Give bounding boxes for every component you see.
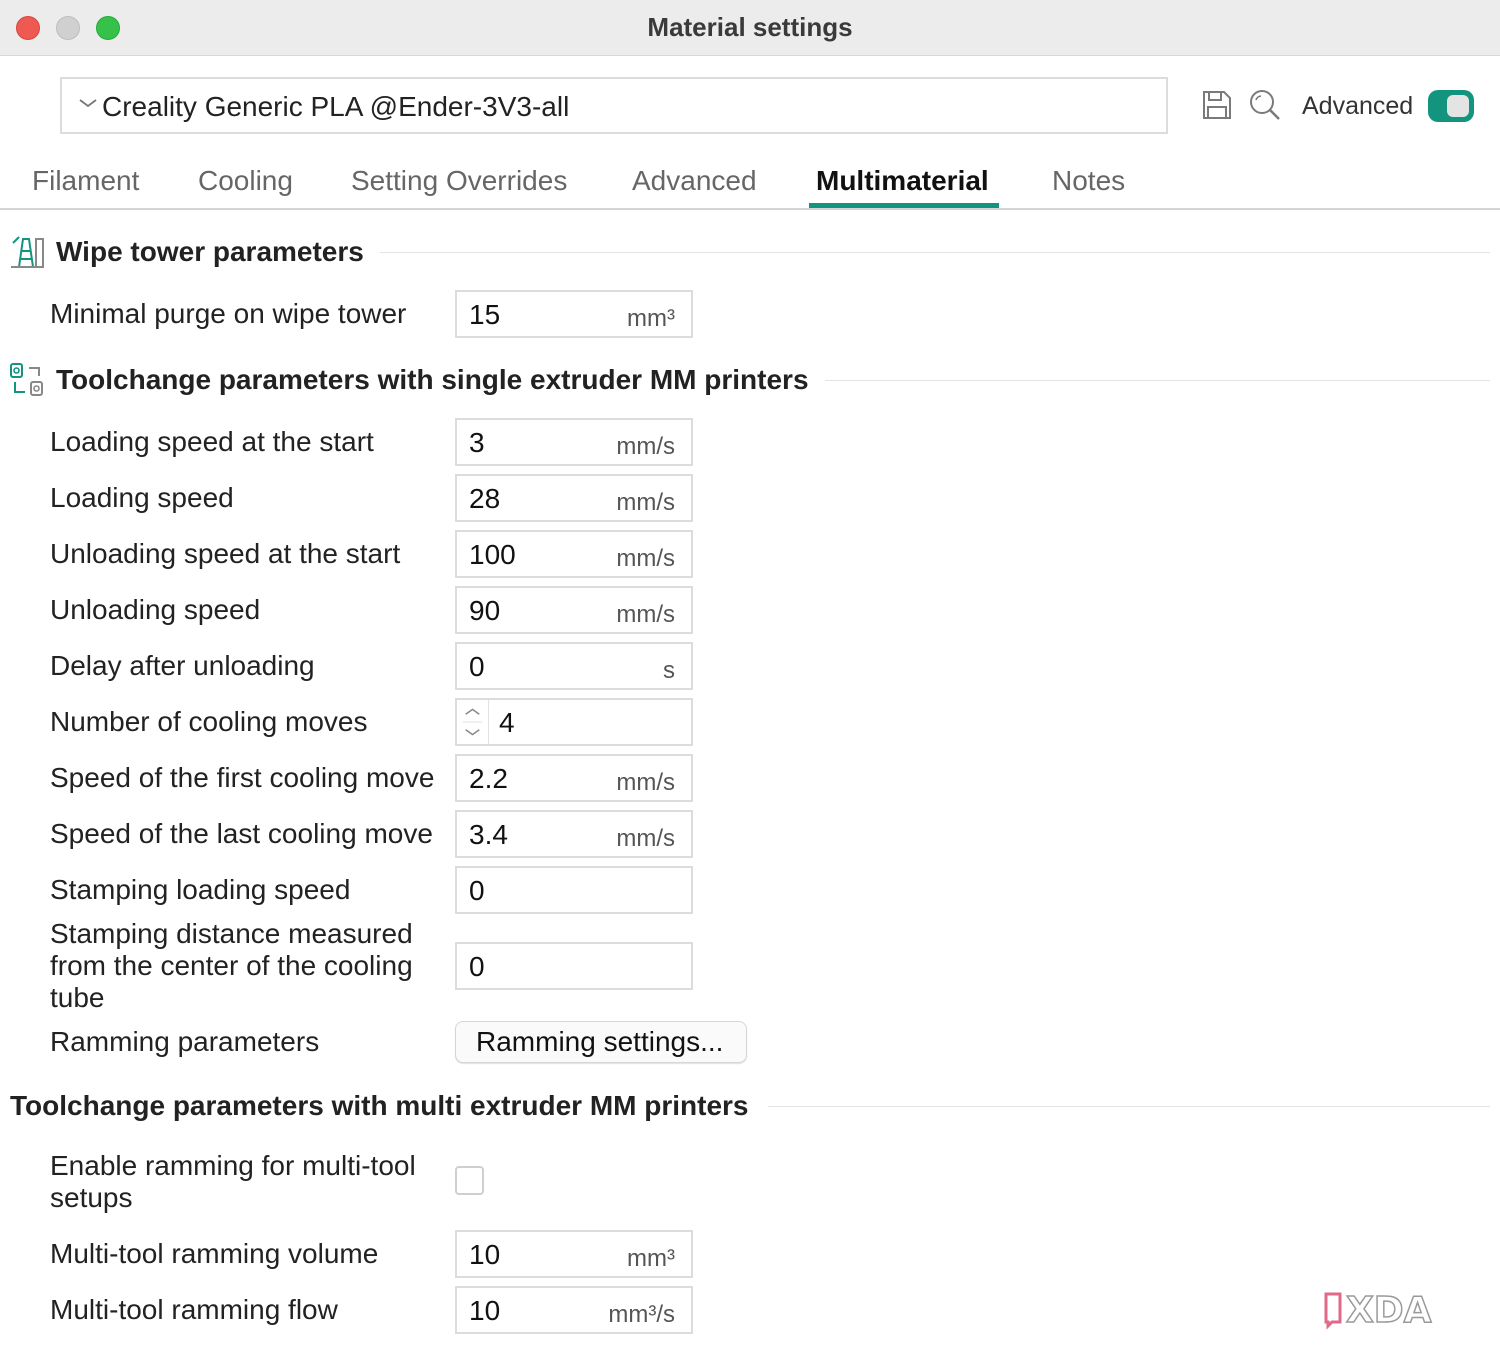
tab-cooling[interactable]: Cooling <box>198 165 293 196</box>
section-divider <box>825 380 1490 381</box>
field-value: 4 <box>499 707 515 738</box>
chevron-down-icon <box>76 91 100 115</box>
tab-advanced[interactable]: Advanced <box>632 165 757 196</box>
loading-speed-input[interactable] <box>455 474 693 522</box>
last-cooling-move-speed-input[interactable] <box>455 810 693 858</box>
field-unit: mm/s <box>616 825 675 852</box>
field-label: Ramming parameters <box>50 1026 320 1057</box>
tab-filament[interactable]: Filament <box>32 165 140 196</box>
multi-tool-ramming-flow-input[interactable] <box>455 1286 693 1334</box>
section-title-multi-extruder: Toolchange parameters with multi extruder MM printers <box>10 1090 761 1122</box>
field-value: 0 <box>469 651 485 682</box>
search-icon[interactable] <box>1248 88 1282 122</box>
field-value: 28 <box>469 483 501 514</box>
field-value: 0 <box>469 875 485 906</box>
minimal-purge-input[interactable] <box>455 290 693 338</box>
stepper-arrows-icon[interactable] <box>457 700 489 744</box>
field-unit: s <box>663 657 675 684</box>
field-label: Loading speed at the start <box>50 426 374 457</box>
loading-speed-start-input[interactable] <box>455 418 693 466</box>
stamping-distance-input[interactable] <box>455 942 693 990</box>
field-value: 15 <box>469 299 501 330</box>
field-label: Number of cooling moves <box>50 706 368 737</box>
field-unit: mm/s <box>616 601 675 628</box>
xda-watermark-logo <box>1322 1286 1468 1330</box>
field-unit: mm/s <box>616 433 675 460</box>
stamping-loading-speed-input[interactable] <box>455 866 693 914</box>
field-label: Unloading speed <box>50 594 261 625</box>
enable-ramming-checkbox[interactable] <box>455 1166 484 1195</box>
wipe-tower-icon <box>9 233 45 269</box>
preset-dropdown[interactable] <box>60 77 1168 134</box>
field-label: Delay after unloading <box>50 650 315 681</box>
watermark-text: XDA <box>1346 1290 1432 1330</box>
field-value: 100 <box>469 539 516 570</box>
section-divider <box>380 252 1490 253</box>
multi-tool-ramming-volume-input[interactable] <box>455 1230 693 1278</box>
field-value: 10 <box>469 1239 501 1270</box>
field-unit: mm³ <box>627 305 675 332</box>
toggle-knob <box>1447 95 1469 117</box>
window-title: Material settings <box>647 12 853 42</box>
section-title-single-extruder: Toolchange parameters with single extruder MM printers <box>56 364 821 396</box>
tab-setting-overrides[interactable]: Setting Overrides <box>351 165 568 196</box>
field-label: Stamping loading speed <box>50 874 351 905</box>
field-unit: mm³/s <box>608 1301 675 1328</box>
first-cooling-move-speed-input[interactable] <box>455 754 693 802</box>
field-label: Minimal purge on wipe tower <box>50 298 407 329</box>
advanced-mode-toggle[interactable] <box>1428 90 1474 122</box>
cooling-moves-stepper[interactable] <box>455 698 693 746</box>
field-value: 90 <box>469 595 501 626</box>
field-label: Stamping distance measured from the center of the cooling tube <box>50 918 413 1013</box>
unloading-speed-start-input[interactable] <box>455 530 693 578</box>
advanced-mode-label: Advanced <box>1302 92 1414 120</box>
field-unit: mm/s <box>616 545 675 572</box>
tab-notes[interactable]: Notes <box>1052 165 1126 196</box>
field-label: Loading speed <box>50 482 234 513</box>
settings-tabs <box>0 150 1500 210</box>
toolchange-icon <box>9 362 45 398</box>
section-divider <box>768 1106 1490 1107</box>
field-value: 3 <box>469 427 485 458</box>
field-label: Enable ramming for multi-tool setups <box>50 1150 416 1213</box>
field-label: Multi-tool ramming flow <box>50 1294 338 1325</box>
field-label: Speed of the first cooling move <box>50 762 435 793</box>
section-title-wipe-tower: Wipe tower parameters <box>56 236 376 268</box>
unloading-speed-input[interactable] <box>455 586 693 634</box>
active-tab-indicator <box>809 203 999 208</box>
field-value: 10 <box>469 1295 501 1326</box>
field-label: Unloading speed at the start <box>50 538 401 569</box>
ramming-settings-button[interactable]: Ramming settings... <box>455 1021 747 1063</box>
field-value: 2.2 <box>469 763 508 794</box>
field-value: 0 <box>469 951 485 982</box>
save-icon[interactable] <box>1200 88 1234 122</box>
preset-value: Creality Generic PLA @Ender-3V3-all <box>102 91 570 122</box>
field-unit: mm/s <box>616 489 675 516</box>
field-label: Speed of the last cooling move <box>50 818 433 849</box>
field-unit: mm³ <box>627 1245 675 1272</box>
field-label: Multi-tool ramming volume <box>50 1238 379 1269</box>
field-value: 3.4 <box>469 819 508 850</box>
tab-multimaterial[interactable]: Multimaterial <box>816 165 989 196</box>
title-bar <box>0 0 1500 56</box>
field-unit: mm/s <box>616 769 675 796</box>
delay-after-unloading-input[interactable] <box>455 642 693 690</box>
